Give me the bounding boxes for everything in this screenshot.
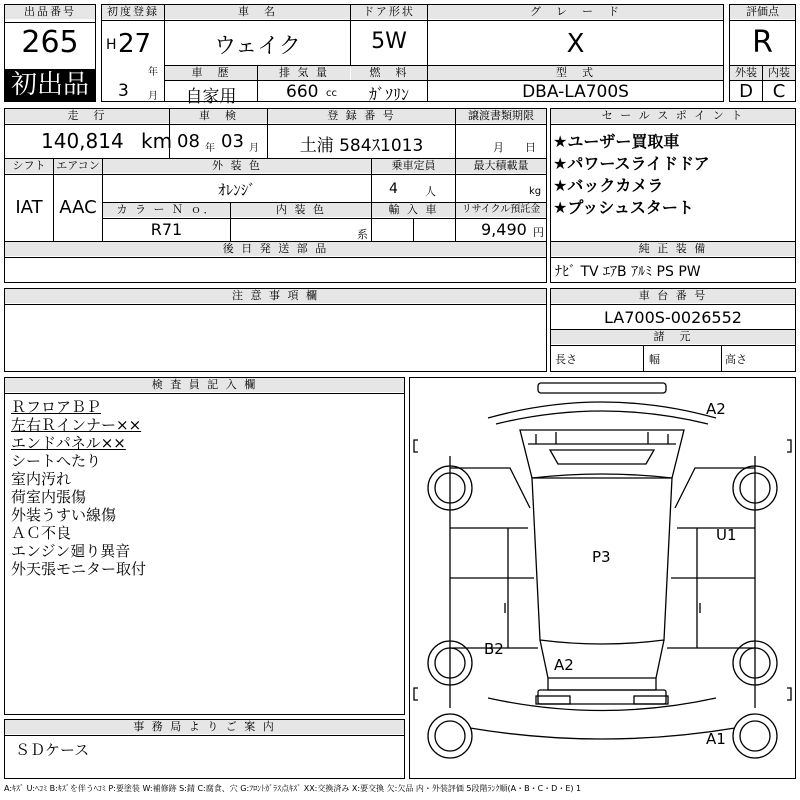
- grade: X: [566, 29, 585, 59]
- overall-score: R: [752, 25, 773, 60]
- notes-label: 注 意 事 項 欄: [5, 289, 546, 303]
- length-label: 長さ: [555, 353, 577, 366]
- inspector-label: 検 査 員 記 入 欄: [5, 378, 404, 392]
- damage-mark-p3: P3: [592, 548, 611, 566]
- car-name-label: 車 名: [165, 5, 350, 19]
- recycle-unit: 円: [533, 226, 544, 239]
- sales-point: ★パワースライドドア: [553, 154, 710, 173]
- grade-label: グ レ ー ド: [428, 5, 723, 19]
- width-label: 幅: [649, 353, 660, 366]
- inspection-year: 08: [177, 131, 200, 152]
- inspector-line: エンジン廻り異音: [11, 542, 131, 560]
- plate-number: 土浦 584ｽ1013: [299, 136, 424, 156]
- transfer-label: 譲渡書類期限: [456, 109, 546, 123]
- inspector-line: エンドパネル××: [11, 434, 126, 452]
- chassis-number: LA700S-0026552: [604, 308, 742, 327]
- later-parts-label: 後 日 発 送 部 品: [5, 242, 546, 256]
- sales-point: ★ユーザー買取車: [553, 132, 680, 151]
- interior-color-label: 内 装 色: [231, 203, 371, 217]
- height-label: 高さ: [725, 353, 747, 366]
- inspector-line: 外天張モニター取付: [11, 560, 147, 578]
- sales-points-label: セ ー ル ス ポ イ ン ト: [551, 109, 795, 123]
- inspection-label: 車 検: [170, 109, 267, 123]
- first-reg-month: 3: [118, 81, 129, 101]
- recycle-fee: 9,490: [481, 220, 527, 239]
- mileage-unit: km: [141, 129, 173, 153]
- later-parts-box: [4, 241, 547, 283]
- genuine-label: 純 正 装 備: [551, 242, 795, 256]
- inspector-box: [4, 377, 405, 715]
- inspector-line: 荷室内張傷: [11, 488, 87, 506]
- fuel-label: 燃 料: [351, 66, 427, 80]
- import-label: 輸 入 車: [372, 203, 455, 217]
- office-box: [4, 719, 405, 779]
- inspection-month-unit: 月: [249, 143, 259, 154]
- capacity: 4: [389, 181, 398, 197]
- shift: IAT: [15, 197, 43, 218]
- inspection-month: 03: [221, 131, 244, 152]
- interior-label: 内装: [763, 66, 795, 80]
- ac-label: エアコン: [54, 159, 102, 173]
- car-name: ウェイク: [214, 34, 301, 59]
- inspector-line: ＡＣ不良: [11, 524, 72, 542]
- era: H: [106, 37, 117, 53]
- exterior-grade: D: [739, 81, 753, 102]
- lot-label: 出品番号: [5, 5, 95, 19]
- damage-mark-u1: U1: [716, 526, 737, 544]
- dims-label: 諸 元: [551, 330, 795, 344]
- lot-number: 265: [21, 25, 79, 60]
- damage-mark-a1: A1: [706, 730, 726, 748]
- shift-label: シフト: [5, 159, 53, 173]
- load-unit: kg: [529, 186, 542, 197]
- model-code: DBA-LA700S: [522, 82, 629, 102]
- fuel: ｶﾞｿﾘﾝ: [368, 85, 409, 104]
- lot-box: [4, 4, 96, 102]
- air-conditioner: AAC: [59, 197, 97, 218]
- transfer-month-unit: 月: [493, 141, 504, 154]
- first-reg-label: 初度登録: [102, 5, 164, 19]
- car-history: 自家用: [185, 87, 237, 107]
- inspector-line: ＲフロアＢＰ: [11, 398, 102, 416]
- chassis-box: [550, 288, 796, 372]
- mileage-label: 走 行: [5, 109, 169, 123]
- capacity-unit: 人: [425, 185, 436, 198]
- car-diagram: [409, 377, 796, 779]
- office-text: ＳＤケース: [15, 741, 90, 759]
- exterior-label: 外装: [730, 66, 762, 80]
- recycle-label: リサイクル預託金: [456, 203, 546, 217]
- inspection-year-unit: 年: [205, 143, 215, 154]
- score-box: [729, 4, 796, 102]
- notes-box: [4, 288, 547, 372]
- displacement-label: 排 気 量: [258, 66, 350, 80]
- sales-point: ★バックカメラ: [553, 176, 664, 195]
- door-type: 5W: [371, 29, 407, 54]
- color-number: R71: [150, 220, 183, 239]
- exterior-color: ｵﾚﾝｼﾞ: [218, 181, 256, 199]
- car-outline: [410, 378, 795, 778]
- office-label: 事 務 局 よ り ご 案 内: [5, 720, 404, 734]
- inspector-line: シートへたり: [11, 452, 102, 470]
- interior-grade: C: [772, 81, 786, 102]
- inspector-line: 室内汚れ: [11, 470, 72, 488]
- inspector-line: 左右Ｒインナー××: [11, 416, 142, 434]
- sales-point: ★プッシュスタート: [553, 198, 694, 217]
- mileage: 140,814: [41, 129, 124, 153]
- month-unit: 月: [148, 91, 158, 102]
- sales-points-box: [550, 108, 796, 242]
- model-label: 型 式: [428, 66, 723, 80]
- genuine-equipment: ﾅﾋﾞ TV ｴｱB ｱﾙﾐ PS PW: [555, 264, 701, 280]
- score-label: 評価点: [730, 5, 795, 19]
- legend-text: A:ｷｽﾞ U:ﾍｺﾐ B:ｷｽﾞを伴うﾍｺﾐ P:要塗装 W:補修跡 S:錆 C:腐食、穴 G:ﾌﾛﾝﾄｶﾞﾗｽ点ｷｽﾞ XX:交換済み X:要交換 欠:欠品 内・外装評価 5段階ﾗﾝｸ順(A・B・C・D・E) 1: [4, 784, 582, 793]
- capacity-label: 乗車定員: [372, 159, 455, 173]
- displacement-unit: cc: [326, 88, 337, 99]
- header-main: [101, 4, 724, 107]
- detail-grid: [4, 108, 547, 242]
- damage-mark-a2-front: A2: [706, 400, 726, 418]
- plate-label: 登 録 番 号: [268, 109, 455, 123]
- damage-mark-a2-rear: A2: [554, 656, 574, 674]
- inspector-line: 外装うすい線傷: [11, 506, 117, 524]
- history-label: 車 歴: [165, 66, 257, 80]
- first-listing-badge: 初出品: [5, 69, 95, 101]
- transfer-day-unit: 日: [525, 141, 536, 154]
- displacement: 660: [286, 82, 319, 102]
- year-unit: 年: [148, 67, 158, 78]
- chassis-label: 車 台 番 号: [551, 289, 795, 303]
- color-label: 外 装 色: [103, 159, 371, 173]
- damage-mark-b2: B2: [484, 640, 504, 658]
- genuine-box: [550, 241, 796, 283]
- load-label: 最大積載量: [456, 159, 546, 173]
- color-no-label: カ ラ ー Ｎ ｏ．: [103, 203, 230, 217]
- door-label: ドア形状: [351, 5, 427, 19]
- interior-color-unit: 系: [357, 228, 368, 241]
- first-reg-year: 27: [118, 29, 152, 59]
